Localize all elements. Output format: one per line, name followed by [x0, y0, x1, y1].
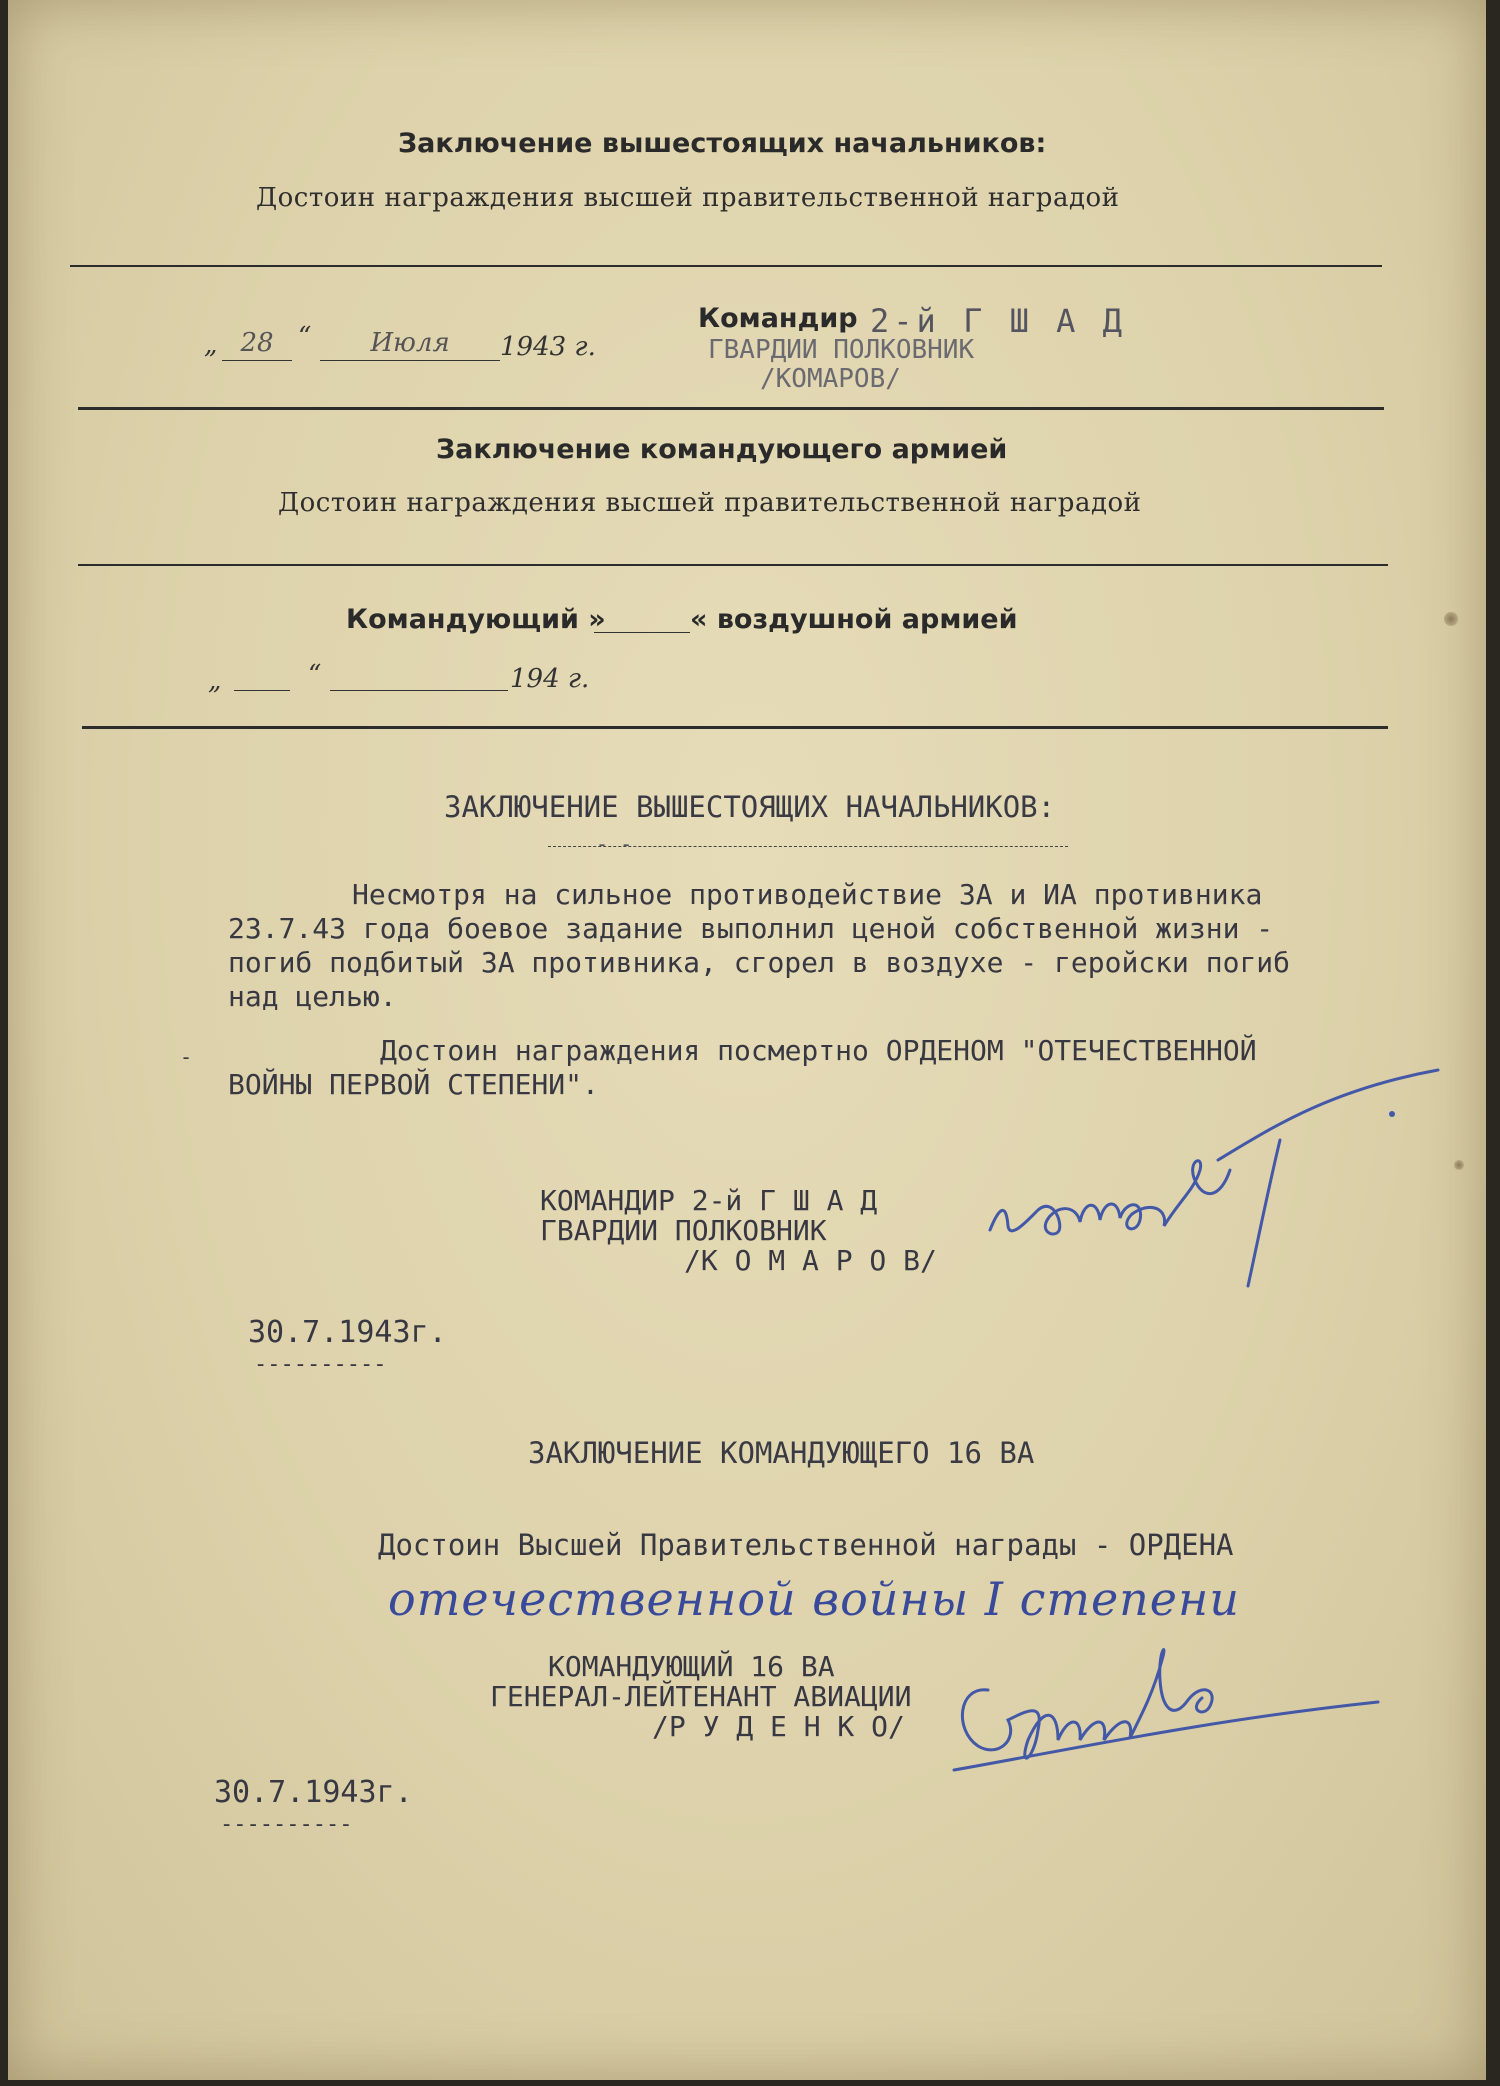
typed-block1-date: 30.7.1943г. — [248, 1315, 447, 1350]
typed-block2-award: Достоин Высшей Правительственной награды - ОРДЕНА — [378, 1528, 1234, 1562]
date1-year: 1943 г. — [500, 332, 596, 362]
rudenko-signature-text: СРуденко — [958, 1780, 964, 1781]
date1-month: Июля — [320, 328, 500, 361]
section1-text: Достоин награждения высшей правительственной наградой — [256, 183, 1120, 213]
section2-text: Достоин награждения высшей правительственной наградой — [278, 488, 1142, 518]
rudenko-signature — [948, 1620, 1388, 1790]
typed-block1-date-underline: ---------- — [254, 1352, 387, 1377]
typed-block2-date: 30.7.1943г. — [214, 1775, 413, 1810]
margin-dash-mark: - — [180, 1045, 193, 1069]
typed-block1-sign-line-1: КОМАНДИР 2-й Г Ш А Д — [540, 1184, 878, 1217]
typed-block1-title: ЗАКЛЮЧЕНИЕ ВЫШЕСТОЯЩИХ НАЧАЛЬНИКОВ: — [444, 790, 1056, 824]
typed-block1-line-1: Несмотря на сильное противодействие ЗА и ИА противника — [352, 878, 1263, 911]
typed-block2-sign-line-2: ГЕНЕРАЛ-ЛЕЙТЕНАНТ АВИАЦИИ — [490, 1680, 912, 1713]
komarov-signature — [968, 1050, 1448, 1300]
section2-underline — [78, 564, 1388, 566]
typed-block1-line-3: погиб подбитый ЗА противника, сгорел в воздухе - геройски погиб — [228, 946, 1291, 979]
typed-block1-award-line-2: ВОЙНЫ ПЕРВОЙ СТЕПЕНИ". — [228, 1068, 599, 1101]
typed-block1-award-line-1: Достоин награждения посмертно ОРДЕНОМ "ОТЕЧЕСТВЕННОЙ — [380, 1034, 1257, 1067]
typed-block1-sign-line-3: /К О М А Р О В/ — [684, 1244, 937, 1277]
date2-close-quote: “ — [308, 660, 322, 690]
date2-open-quote: „ — [208, 666, 222, 696]
commander-rank: ГВАРДИИ ПОЛКОВНИК — [708, 335, 975, 365]
typed-block2-title: ЗАКЛЮЧЕНИЕ КОМАНДУЮЩЕГО 16 ВА — [528, 1436, 1035, 1470]
date2-month-blank — [330, 670, 508, 691]
army-commander-suffix: « воздушной армией — [690, 604, 1018, 635]
section2-separator — [82, 726, 1388, 729]
punch-hole-top — [1444, 612, 1458, 626]
section2-title: Заключение командующего армией — [436, 434, 1008, 465]
date1-open-quote: „ — [204, 330, 218, 360]
typed-block2-sign-line-1: КОМАНДУЮЩИЙ 16 ВА — [548, 1650, 835, 1683]
typed-block2-handwritten: отечественной войны I степени — [388, 1572, 1240, 1626]
typed-block1-sign-line-2: ГВАРДИИ ПОЛКОВНИК — [540, 1214, 827, 1247]
date2-day-blank — [234, 670, 290, 691]
document-sheet — [8, 0, 1486, 2080]
date1-day: 28 — [222, 328, 292, 361]
commander-name: /КОМАРОВ/ — [760, 364, 901, 394]
section1-title: Заключение вышестоящих начальников: — [398, 128, 1047, 159]
typed-block1-line-4: над целью. — [228, 980, 397, 1013]
army-number-blank — [594, 612, 690, 633]
typed-block2-sign-line-3: /Р У Д Е Н К О/ — [652, 1710, 905, 1743]
typed-block2-date-underline: ---------- — [220, 1812, 353, 1837]
date1-close-quote: “ — [298, 322, 312, 352]
commander-label: Командир — [698, 303, 858, 334]
komarov-signature-text: Комаров — [1028, 1275, 1033, 1276]
date2-year: 194 г. — [510, 664, 590, 694]
typed-block1-title-rule — [548, 846, 1068, 847]
army-commander-prefix: Командующий » — [346, 604, 606, 635]
typed-block1-line-2: 23.7.43 года боевое задание выполнил ценой собственной жизни - — [228, 912, 1274, 945]
section1-separator — [78, 407, 1384, 410]
commander-unit: 2-й Г Ш А Д — [870, 302, 1126, 340]
typed-block1-dashes: - - — [596, 832, 633, 856]
punch-hole-middle — [1454, 1160, 1464, 1170]
section1-underline — [70, 265, 1382, 267]
